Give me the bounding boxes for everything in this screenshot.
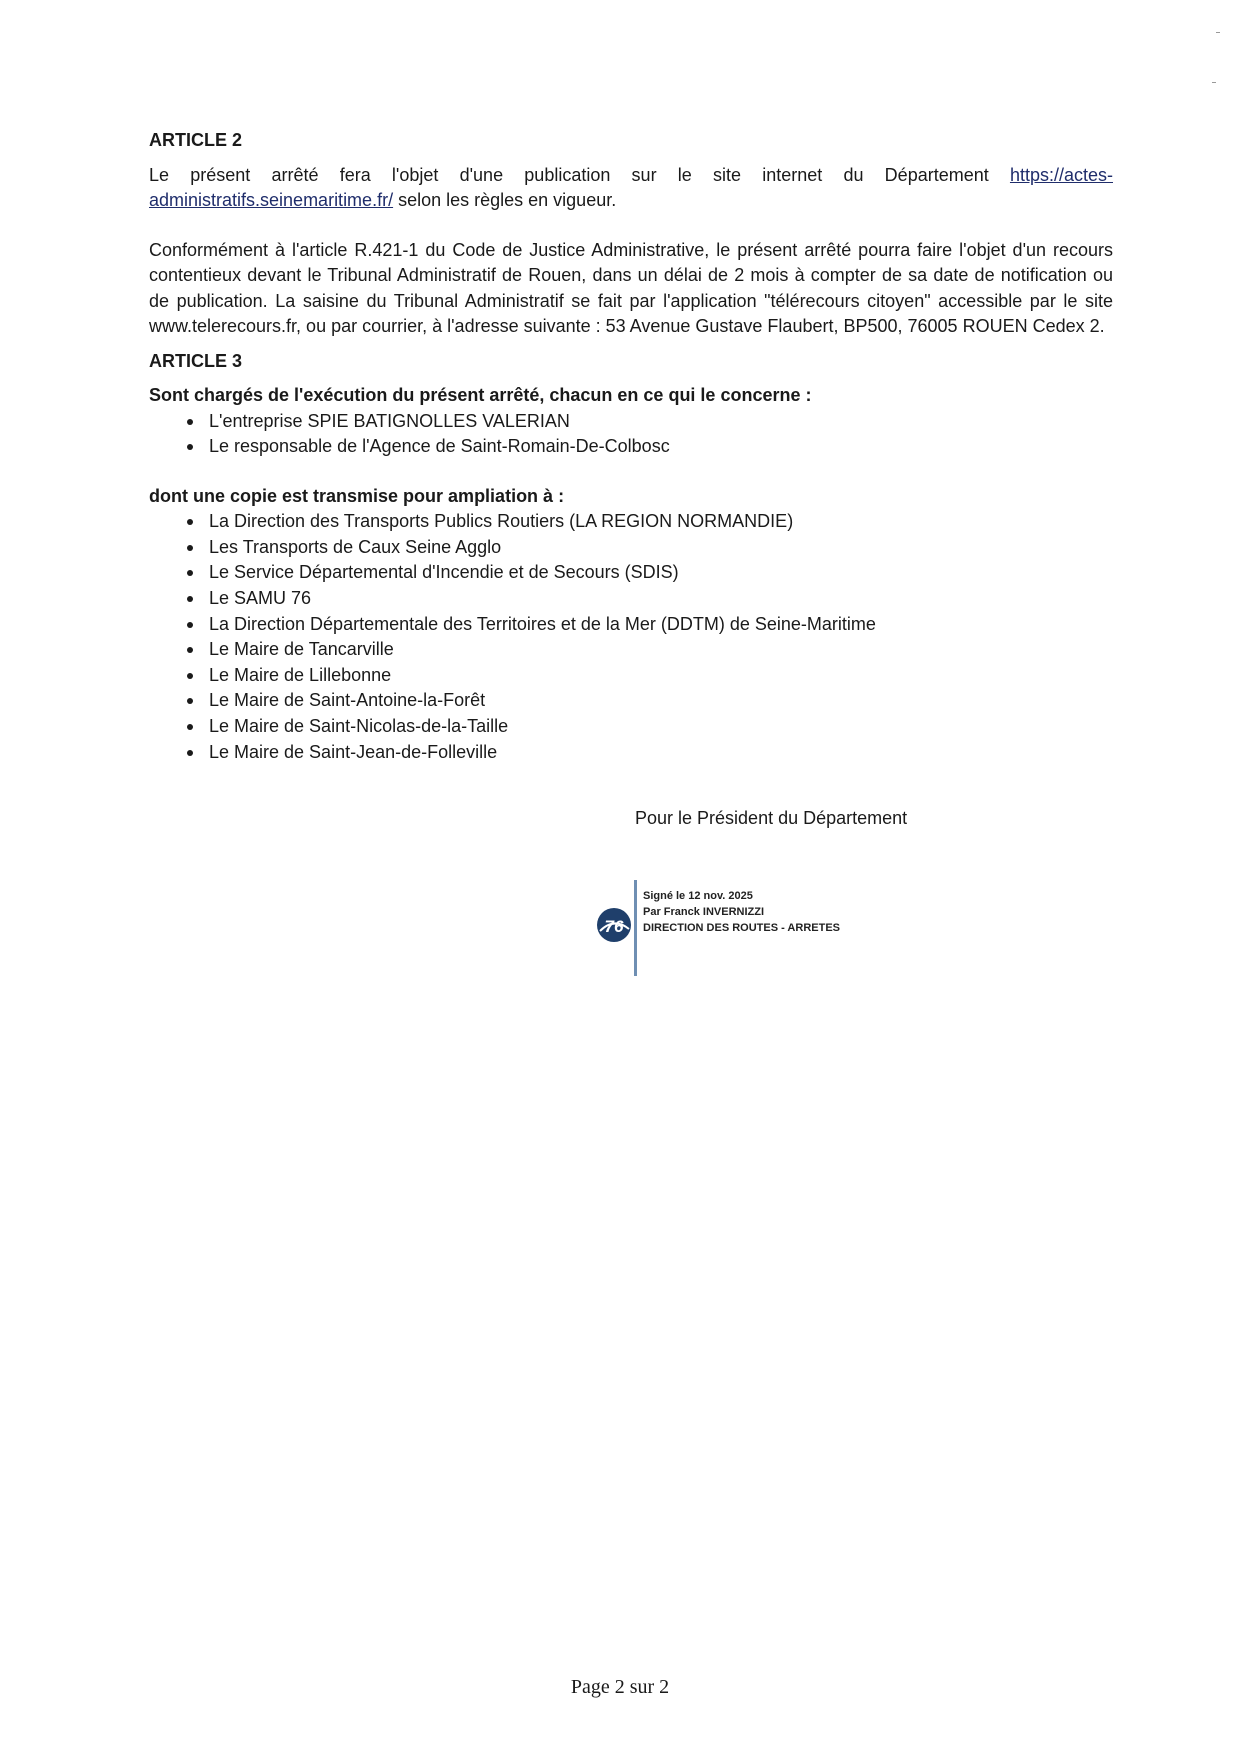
article-2-appeal-paragraph: Conformément à l'article R.421-1 du Code de Justice Administrative, le présent arrêté pourra faire l'objet d'un recours contentieux devant le Tribunal Administratif de Rouen, dans un délai de 2 mois à compter de sa date de notification ou de publication. La saisine du Tribunal Administratif se fait par l'application "télérecours citoyen" accessible par le site www.telerecours.fr, ou par courrier, à l'adresse suivante : 53 Avenue Gustave Flaubert, BP500, 76005 ROUEN Cedex 2. [149, 239, 1113, 336]
bullet-icon [187, 647, 193, 653]
list-item: Le Maire de Tancarville [187, 637, 1113, 663]
bullet-icon [187, 698, 193, 704]
stamp-signed-date: Signé le 12 nov. 2025 [643, 890, 753, 902]
bullet-icon [187, 444, 193, 450]
scan-artifact [1212, 82, 1216, 83]
article-2-heading: ARTICLE 2 [149, 130, 243, 150]
bullet-icon [187, 622, 193, 628]
article-3-heading: ARTICLE 3 [149, 350, 243, 371]
bullet-icon [187, 724, 193, 730]
execution-list [149, 409, 1113, 460]
list-item: Le Maire de Lillebonne [187, 663, 1113, 689]
publication-text: Le présent arrêté fera l'objet d'une publication sur le site internet du Département [149, 164, 1010, 185]
list-item: Le Maire de Saint-Antoine-la-Forêt [187, 688, 1113, 714]
bullet-icon [187, 673, 193, 679]
electronic-signature-stamp [596, 880, 896, 976]
department-76-logo-icon [596, 907, 632, 943]
execution-intro: Sont chargés de l'exécution du présent arrêté, chacun en ce qui le concerne : [149, 385, 812, 405]
scan-artifact [1216, 32, 1220, 33]
list-item: La Direction des Transports Publics Routiers (LA REGION NORMANDIE) [187, 509, 1113, 535]
list-item: Le responsable de l'Agence de Saint-Romain-De-Colbosc [187, 434, 1113, 460]
publication-text-end: selon les règles en vigueur. [393, 190, 617, 210]
list-item: Le SAMU 76 [187, 586, 1113, 612]
page-number: Page 2 sur 2 [570, 1676, 670, 1698]
signature-for-line: Pour le Président du Département [635, 808, 908, 828]
logo-text: 76 [604, 917, 624, 936]
stamp-divider [634, 880, 637, 976]
bullet-icon [187, 545, 193, 551]
stamp-signer: Par Franck INVERNIZZI [643, 906, 765, 918]
list-item: L'entreprise SPIE BATIGNOLLES VALERIAN [187, 409, 1113, 435]
bullet-icon [187, 419, 193, 425]
list-item: Le Maire de Saint-Nicolas-de-la-Taille [187, 714, 1113, 740]
list-item: Le Maire de Saint-Jean-de-Folleville [187, 740, 1113, 766]
copy-intro: dont une copie est transmise pour ampliation à : [149, 485, 565, 506]
list-item: Le Service Départemental d'Incendie et de Secours (SDIS) [187, 560, 1113, 586]
bullet-icon [187, 570, 193, 576]
stamp-text [643, 888, 840, 936]
document-body [149, 128, 1113, 765]
bullet-icon [187, 750, 193, 756]
list-item: La Direction Départementale des Territoires et de la Mer (DDTM) de Seine-Maritime [187, 612, 1113, 638]
copy-list [149, 509, 1113, 765]
article-2-publication-paragraph [149, 163, 1113, 214]
stamp-service: DIRECTION DES ROUTES - ARRETES [643, 922, 840, 934]
bullet-icon [187, 519, 193, 525]
list-item: Les Transports de Caux Seine Agglo [187, 535, 1113, 561]
publication-link[interactable]: https://actes-administratifs.seinemaritime.fr/ [149, 164, 1113, 210]
bullet-icon [187, 596, 193, 602]
